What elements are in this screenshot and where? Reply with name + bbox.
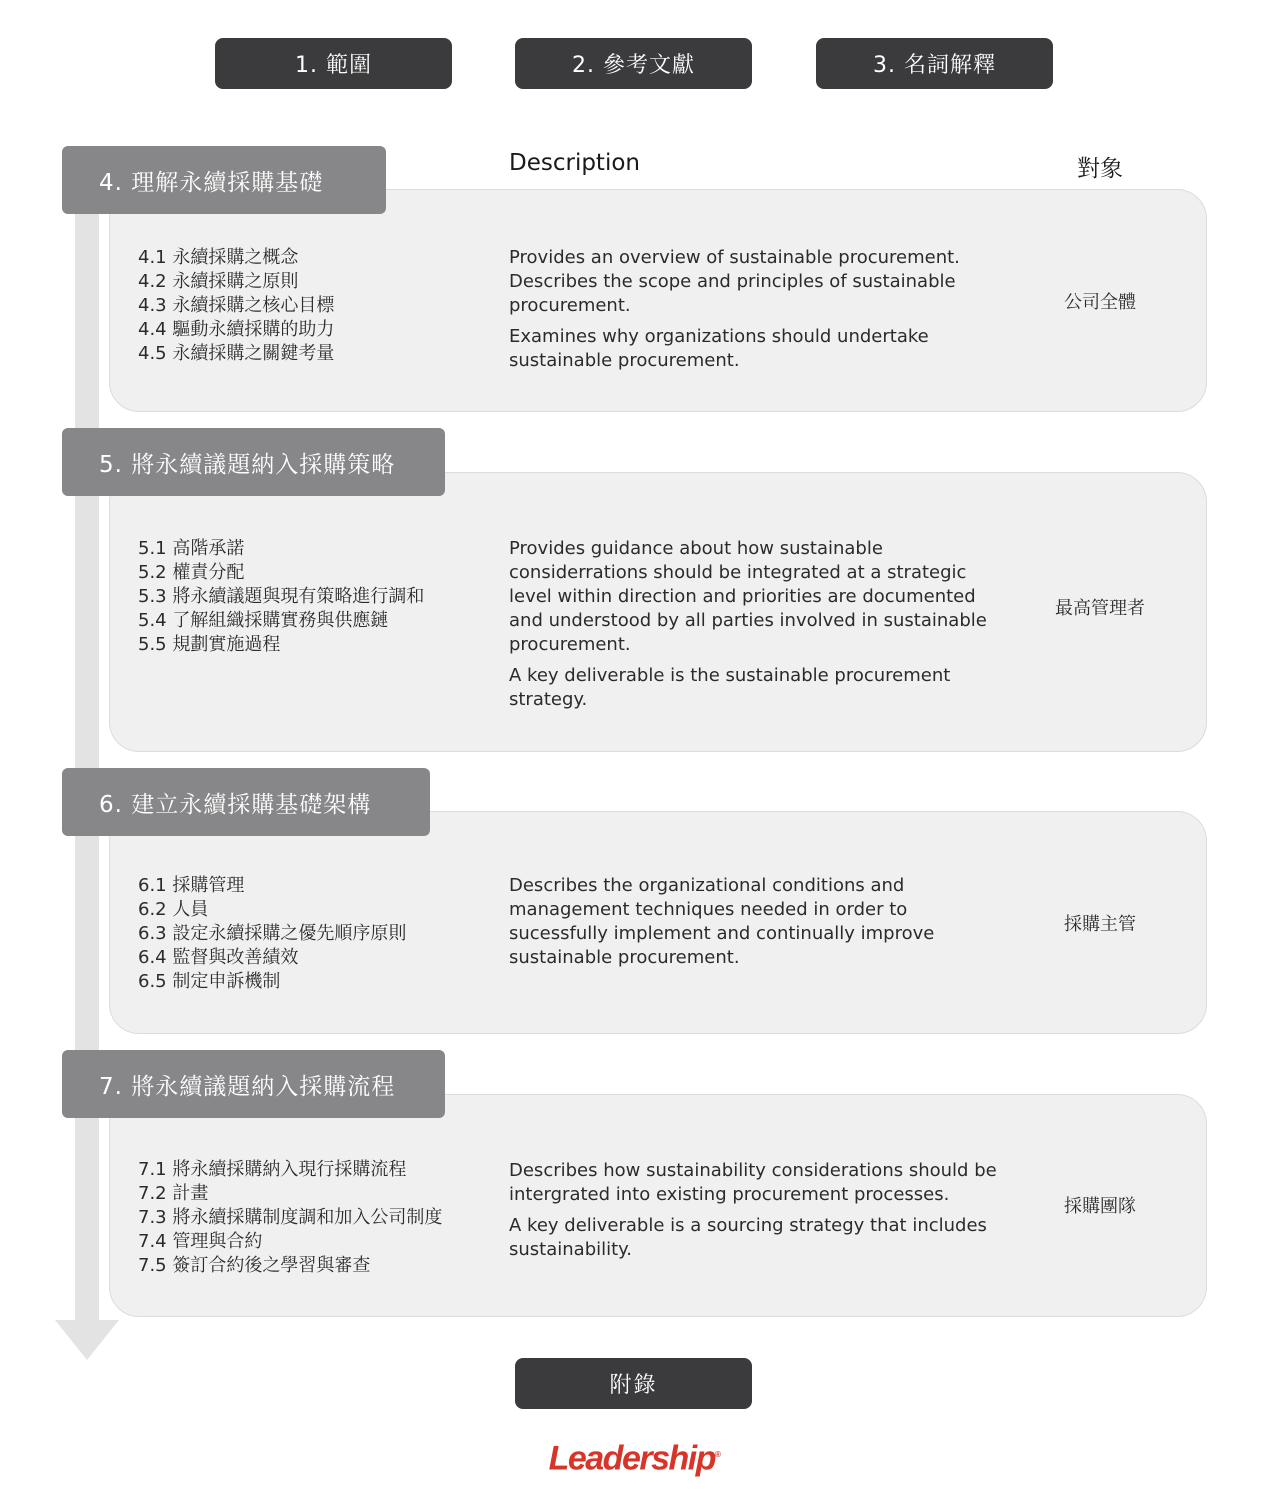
registered-mark: ® — [714, 1450, 720, 1459]
section-tab-4[interactable]: 4. 理解永續採購基礎 — [62, 146, 386, 214]
list-item: 6.3 設定永續採購之優先順序原則 — [138, 923, 407, 944]
list-item: 6.4 監督與改善績效 — [138, 947, 299, 968]
logo-text: Leadership — [548, 1439, 715, 1478]
section-items-5 — [138, 537, 424, 657]
list-item: 7.4 管理與合約 — [138, 1231, 263, 1252]
section-audience-4: 公司全體 — [1064, 292, 1136, 313]
nav-button-terms[interactable]: 3. 名詞解釋 — [816, 38, 1053, 89]
list-item: 6.1 採購管理 — [138, 875, 245, 896]
section-description-4 — [509, 246, 1009, 380]
list-item: 4.4 驅動永續採購的助力 — [138, 319, 335, 340]
description-paragraph: Examines why organizations should undertake sustainable procurement. — [509, 326, 929, 371]
list-item: 4.3 永續採購之核心目標 — [138, 295, 335, 316]
section-description-7 — [509, 1159, 1009, 1269]
appendix-button[interactable]: 附錄 — [515, 1358, 752, 1409]
flow-arrow-shaft — [75, 205, 99, 1325]
section-audience-7: 採購團隊 — [1064, 1196, 1136, 1217]
list-item: 7.1 將永續採購納入現行採購流程 — [138, 1159, 407, 1180]
list-item: 4.1 永續採購之概念 — [138, 247, 299, 268]
list-item: 5.5 規劃實施過程 — [138, 634, 281, 655]
nav-button-scope[interactable]: 1. 範圍 — [215, 38, 452, 89]
audience-column-header: 對象 — [1077, 156, 1123, 182]
list-item: 5.3 將永續議題與現有策略進行調和 — [138, 586, 425, 607]
nav-button-references[interactable]: 2. 參考文獻 — [515, 38, 752, 89]
list-item: 5.4 了解組織採購實務與供應鏈 — [138, 610, 389, 631]
section-tab-6[interactable]: 6. 建立永續採購基礎架構 — [62, 768, 430, 836]
description-paragraph: Provides an overview of sustainable procurement. Describes the scope and principles of sustainable procurement. — [509, 247, 960, 316]
section-description-6 — [509, 874, 1009, 977]
description-paragraph: A key deliverable is the sustainable procurement strategy. — [509, 665, 951, 710]
list-item: 7.3 將永續採購制度調和加入公司制度 — [138, 1207, 443, 1228]
description-column-header: Description — [509, 150, 640, 176]
section-tab-7[interactable]: 7. 將永續議題納入採購流程 — [62, 1050, 445, 1118]
description-paragraph: Describes how sustainability considerations should be intergrated into existing procurement processes. — [509, 1160, 997, 1205]
description-paragraph: A key deliverable is a sourcing strategy that includes sustainability. — [509, 1215, 987, 1260]
list-item: 7.5 簽訂合約後之學習與審查 — [138, 1255, 371, 1276]
list-item: 6.5 制定申訴機制 — [138, 971, 281, 992]
section-description-5 — [509, 537, 1009, 719]
list-item: 5.2 權責分配 — [138, 562, 245, 583]
list-item: 4.5 永續採購之關鍵考量 — [138, 343, 335, 364]
list-item: 5.1 高階承諾 — [138, 538, 245, 559]
section-audience-6: 採購主管 — [1064, 914, 1136, 935]
section-items-6 — [138, 874, 406, 994]
section-audience-5: 最高管理者 — [1055, 598, 1145, 619]
section-items-7 — [138, 1158, 442, 1278]
description-paragraph: Describes the organizational conditions and management techniques needed in order to sucessfully implement and continually improve sustainable procurement. — [509, 875, 935, 968]
section-tab-5[interactable]: 5. 將永續議題納入採購策略 — [62, 428, 445, 496]
description-paragraph: Provides guidance about how sustainable considerrations should be integrated at a strategic level within direction and priorities are documented and understood by all parties involved in sustainable procurement. — [509, 538, 987, 655]
flow-arrow-head — [55, 1320, 119, 1360]
section-items-4 — [138, 246, 334, 366]
list-item: 4.2 永續採購之原則 — [138, 271, 299, 292]
leadership-logo — [548, 1432, 720, 1478]
list-item: 6.2 人員 — [138, 899, 209, 920]
list-item: 7.2 計畫 — [138, 1183, 209, 1204]
